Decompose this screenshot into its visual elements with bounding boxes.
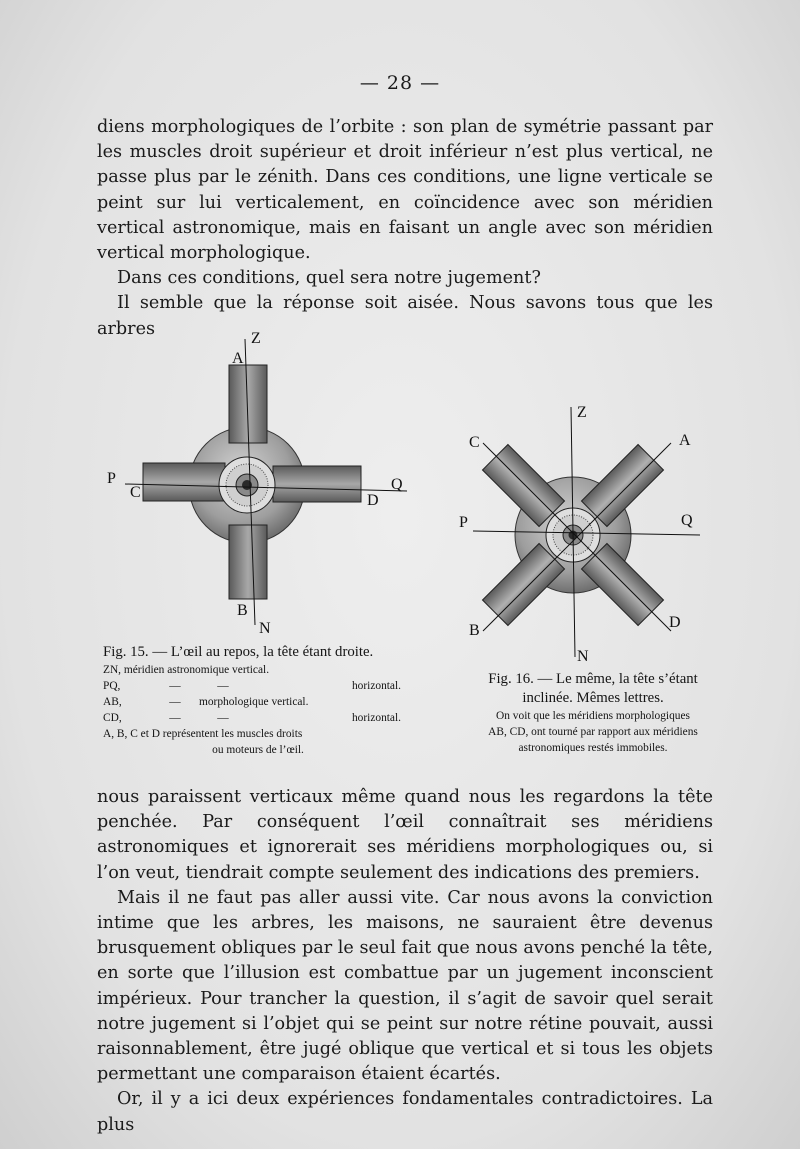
- fig16-caption-title2: inclinée. Mêmes lettres.: [522, 690, 664, 706]
- cornea-iris: [219, 457, 275, 513]
- paragraph-3: Il semble que la réponse soit aisée. Nous savons tous que les arbres: [97, 293, 713, 339]
- fig15-label-b: B: [237, 602, 248, 619]
- page-number: — 28 —: [359, 72, 441, 94]
- fig15-label-a: A: [232, 350, 244, 367]
- fig16-label-c: C: [469, 434, 480, 451]
- fig15-label-c: C: [130, 484, 141, 501]
- fig15-row4-dash: —: [169, 712, 181, 724]
- paragraph-2: Dans ces conditions, quel sera notre jugement?: [117, 268, 541, 289]
- fig16-label-d: D: [669, 614, 681, 631]
- fig16-label-n: N: [577, 648, 589, 665]
- fig16-label-a: A: [679, 432, 691, 449]
- muscle-b: [229, 525, 267, 599]
- fig16-label-p: P: [459, 514, 468, 531]
- fig16-caption-line3: astronomiques restés immobiles.: [518, 742, 668, 754]
- fig15-row4-key: CD,: [103, 712, 122, 724]
- fig15-caption-row4: [103, 710, 413, 726]
- fig15-caption-title: Fig. 15. — L’œil au repos, la tête étant droite.: [103, 644, 374, 660]
- fig15-row2-dash: —: [169, 680, 181, 692]
- fig15-caption-line1: ZN, méridien astronomique vertical.: [103, 664, 270, 676]
- fig15-caption-line6: ou moteurs de l’œil.: [212, 744, 304, 756]
- fig16-caption-title1: Fig. 16. — Le même, la tête s’étant: [488, 671, 698, 687]
- fig15-caption-line5: A, B, C et D représentent les muscles droits: [103, 728, 303, 740]
- fig16-label-z: Z: [577, 404, 587, 421]
- fig15-label-p: P: [107, 470, 116, 487]
- fig15-row2-dash2: —: [217, 680, 229, 692]
- paragraph-4: nous paraissent verticaux même quand nous les regardons la tête penchée. Par conséquent l’œil connaîtrait ses méridiens astronomiques et ignorerait ses méridiens morphologiques ou, si l’on veut, tiendrait compte seulement des indications des premiers.: [97, 787, 713, 883]
- fig15-label-d: D: [367, 492, 379, 509]
- fig16-label-q: Q: [681, 512, 693, 529]
- fig15-caption-row3: [103, 694, 413, 710]
- paragraph-1: diens morphologiques de l’orbite : son plan de symétrie passant par les muscles droit supérieur et droit inférieur n’est plus vertical, ne passe plus par le zénith. Dans ces conditions, une ligne verticale se peint sur lui verticalement, en coïncidence avec son méridien vertical astronomique, mais en faisant un angle avec son méridien vertical morphologique.: [97, 117, 713, 264]
- fig15-row2-value: horizontal.: [351, 680, 401, 692]
- fig15-label-z: Z: [251, 330, 261, 347]
- fig16-label-b: B: [469, 622, 480, 639]
- figure-16-illustration: [445, 395, 715, 670]
- figure-15-illustration: [95, 325, 415, 645]
- fig15-row4-value: horizontal.: [351, 712, 401, 724]
- paragraph-6: Or, il y a ici deux expériences fondamentales contradictoires. La plus: [97, 1089, 713, 1135]
- fig15-caption-row2: [103, 678, 413, 694]
- muscle-c: [143, 463, 225, 501]
- fig15-row2-key: PQ,: [103, 680, 121, 692]
- text-block-bottom: [97, 785, 713, 1138]
- figure-15-caption: [103, 643, 413, 758]
- figure-16-caption: [463, 670, 723, 756]
- fig16-caption-line2: AB, CD, ont tourné par rapport aux méridiens: [488, 726, 698, 738]
- fig15-label-n: N: [259, 620, 271, 637]
- fig15-row4-dash2: —: [217, 712, 229, 724]
- fig15-label-q: Q: [391, 476, 403, 493]
- paragraph-5: Mais il ne faut pas aller aussi vite. Car nous avons la conviction intime que les arbres, les maisons, ne sauraient être devenus brusquement obliques par le seul fait que nous avons penché la tête, en sorte que l’illusion est combattue par un jugement inconscient impérieux. Pour trancher la question, il s’agit de savoir quel serait notre jugement si l’objet qui se peint sur notre rétine pouvait, aussi raisonnablement, être jugé oblique que vertical et si tous les objets permettant une comparaison étaient écartés.: [97, 887, 713, 1085]
- fig15-row3-value: morphologique vertical.: [199, 696, 309, 708]
- fig16-caption-line1: On voit que les méridiens morphologiques: [496, 710, 690, 722]
- fig15-row3-dash: —: [169, 696, 181, 708]
- fig15-row3-key: AB,: [103, 696, 122, 708]
- text-block-top: [97, 115, 713, 342]
- muscle-d: [273, 466, 361, 502]
